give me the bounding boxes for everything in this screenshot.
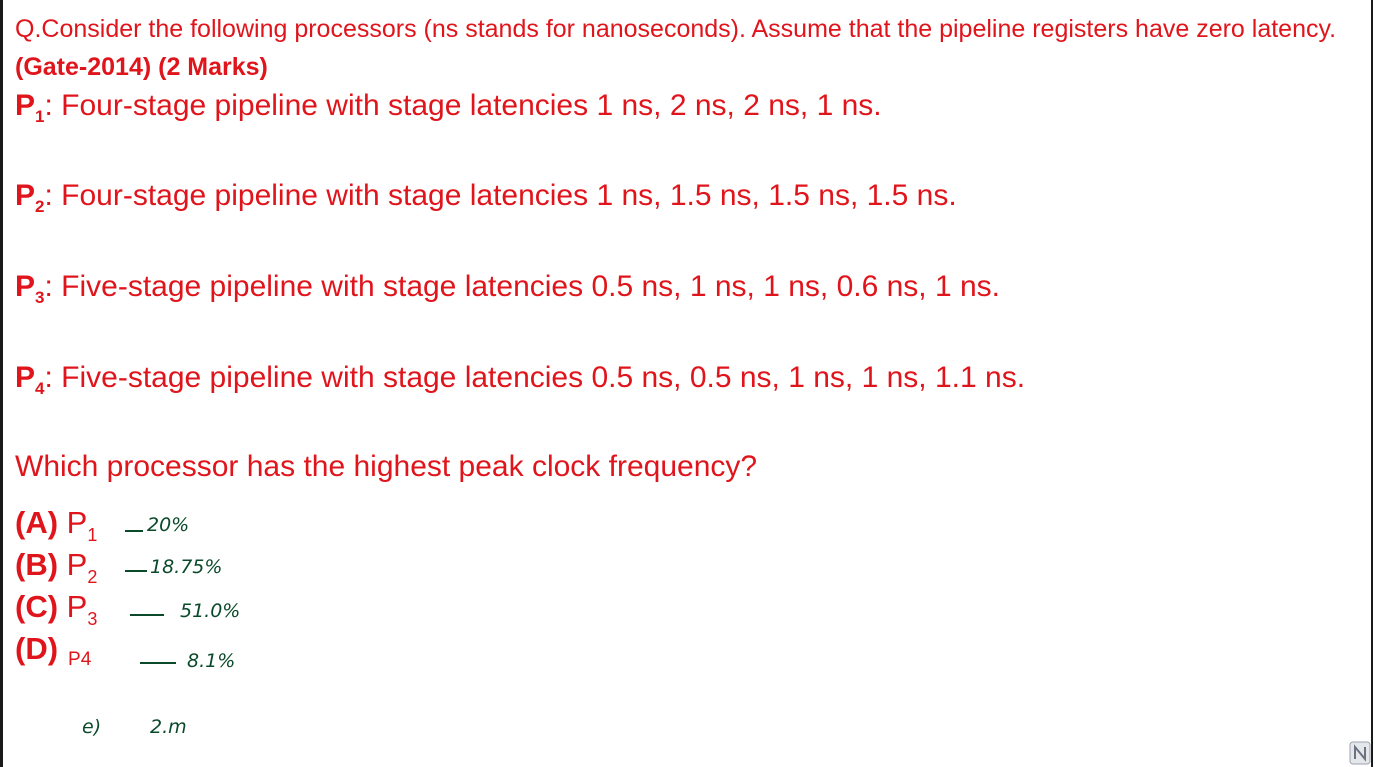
option-letter: (B) [15,547,59,582]
annotation-d: 8.1% [187,650,236,672]
processor-p4 [15,360,1025,396]
option-text: P4 [68,649,92,670]
processor-p1 [15,88,882,124]
option-d[interactable] [15,632,91,677]
question-prompt: Which processor has the highest peak clock frequency? [15,450,758,483]
annotation-c: 51.0% [180,600,241,622]
option-text: $P_1$ [66,505,98,545]
option-b[interactable] [15,547,98,587]
question-text [15,10,1345,86]
option-text: $P_3$ [66,589,98,629]
question-body: Consider the following processors (ns stands for nanoseconds). Assume that the pipeline registers have zero latency. [41,15,1337,43]
option-letter: (A) [15,505,59,540]
annotation-e-value: 2.m [150,716,187,738]
annotation-dash [125,530,143,532]
annotation-dash [130,614,164,616]
left-border [0,0,3,767]
option-a[interactable] [15,505,98,545]
processor-description: : Five-stage pipeline with stage latencies 0.5 ns, 1 ns, 1 ns, 0.6 ns, 1 ns. [44,270,1001,303]
question-number: Q. [15,15,42,43]
option-letter: (D) [15,631,59,666]
processor-description: : Five-stage pipeline with stage latencies 0.5 ns, 0.5 ns, 1 ns, 1 ns, 1.1 ns. [44,361,1026,394]
processor-label: $P_1$ [15,89,45,126]
question-meta: (Gate-2014) (2 Marks) [15,53,268,81]
annotation-a: 20% [147,514,190,536]
annotation-b: 18.75% [150,556,223,578]
processor-label: $P_4$ [15,361,45,398]
annotation-e-label: e) [82,716,102,738]
option-text: $P_2$ [66,547,98,587]
option-c[interactable] [15,589,98,629]
processor-p2 [15,178,957,214]
processor-description: : Four-stage pipeline with stage latencies 1 ns, 1.5 ns, 1.5 ns, 1.5 ns. [44,179,957,212]
processor-p3 [15,269,1000,305]
processor-description: : Four-stage pipeline with stage latencies 1 ns, 2 ns, 2 ns, 1 ns. [44,89,882,122]
processor-label: $P_3$ [15,270,45,307]
right-border [1371,0,1373,767]
processor-label: $P_2$ [15,179,45,216]
option-letter: (C) [15,589,59,624]
expand-icon[interactable] [1349,739,1371,765]
annotation-dash [125,570,147,572]
annotation-dash [140,662,176,664]
